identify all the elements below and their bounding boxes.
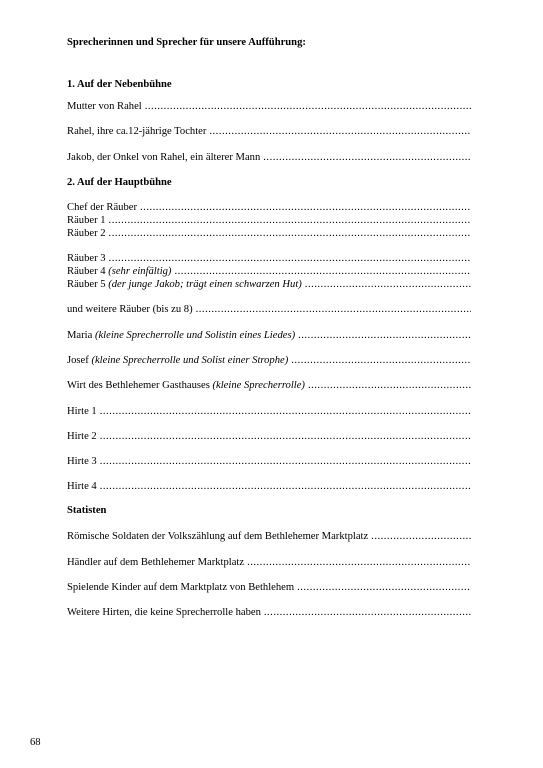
fill-in-dots — [100, 431, 471, 442]
fill-in-dots — [100, 481, 471, 492]
fill-in-dots — [371, 531, 471, 542]
role-label: Römische Soldaten der Volkszählung auf dem Bethlehemer Marktplatz — [67, 531, 369, 542]
page-number: 68 — [30, 737, 41, 748]
role-label: Rahel, ihre ca.12-jährige Tochter — [67, 126, 207, 137]
role-row — [67, 531, 471, 544]
fill-in-dots — [298, 330, 471, 341]
role-row — [67, 355, 471, 368]
role-label: und weitere Räuber (bis zu 8) — [67, 304, 193, 315]
fill-in-dots — [109, 253, 471, 264]
fill-in-dots — [196, 304, 471, 315]
role-label: Weitere Hirten, die keine Sprecherrolle haben — [67, 607, 261, 618]
document-title: Sprecherinnen und Sprecher für unsere Aufführung: — [67, 37, 306, 48]
role-row — [67, 253, 471, 266]
role-label: Chef der Räuber — [67, 202, 138, 213]
role-row — [67, 266, 471, 279]
fill-in-dots — [291, 355, 471, 366]
fill-in-dots — [305, 279, 471, 290]
fill-in-dots — [308, 380, 471, 391]
role-label: Hirte 3 — [67, 456, 97, 467]
fill-in-dots — [100, 406, 471, 417]
section-heading-statisten: Statisten — [67, 505, 107, 516]
fill-in-dots — [100, 456, 471, 467]
role-label: Wirt des Bethlehemer Gasthauses (kleine Sprecherrolle) — [67, 380, 305, 391]
role-label: Räuber 3 — [67, 253, 106, 264]
section-heading-hauptbuehne: 2. Auf der Hauptbühne — [67, 177, 172, 188]
role-row — [67, 304, 471, 317]
fill-in-dots — [209, 126, 471, 137]
role-label: Maria (kleine Sprecherrolle und Solistin eines Liedes) — [67, 330, 296, 341]
role-row — [67, 557, 471, 570]
role-row — [67, 431, 471, 444]
role-row — [67, 126, 471, 139]
role-label: Räuber 2 — [67, 228, 106, 239]
role-label: Hirte 4 — [67, 481, 97, 492]
role-label: Spielende Kinder auf dem Marktplatz von Bethlehem — [67, 582, 295, 593]
role-label: Mutter von Rahel — [67, 101, 142, 112]
role-row — [67, 152, 471, 165]
role-label: Hirte 2 — [67, 431, 97, 442]
role-label: Hirte 1 — [67, 406, 97, 417]
role-row — [67, 380, 471, 393]
role-label: Josef (kleine Sprecherrolle und Solist einer Strophe) — [67, 355, 289, 366]
fill-in-dots — [174, 266, 471, 277]
role-row — [67, 279, 471, 292]
role-row — [67, 406, 471, 419]
role-row — [67, 330, 471, 343]
section-heading-nebenbuehne: 1. Auf der Nebenbühne — [67, 79, 172, 90]
fill-in-dots — [264, 607, 471, 618]
role-label: Räuber 4 (sehr einfältig) — [67, 266, 172, 277]
role-row — [67, 607, 471, 620]
role-row — [67, 582, 471, 595]
role-label: Räuber 1 — [67, 215, 106, 226]
document-page — [67, 0, 472, 768]
role-row — [67, 215, 471, 228]
fill-in-dots — [140, 202, 471, 213]
role-label: Händler auf dem Bethlehemer Marktplatz — [67, 557, 245, 568]
fill-in-dots — [109, 215, 471, 226]
role-label: Räuber 5 (der junge Jakob; trägt einen schwarzen Hut) — [67, 279, 302, 290]
role-row — [67, 481, 471, 494]
fill-in-dots — [247, 557, 471, 568]
role-row — [67, 101, 471, 114]
fill-in-dots — [297, 582, 471, 593]
fill-in-dots — [109, 228, 471, 239]
fill-in-dots — [263, 152, 471, 163]
fill-in-dots — [145, 101, 471, 112]
role-label: Jakob, der Onkel von Rahel, ein älterer Mann — [67, 152, 261, 163]
role-row — [67, 456, 471, 469]
role-row — [67, 202, 471, 215]
role-row — [67, 228, 471, 241]
